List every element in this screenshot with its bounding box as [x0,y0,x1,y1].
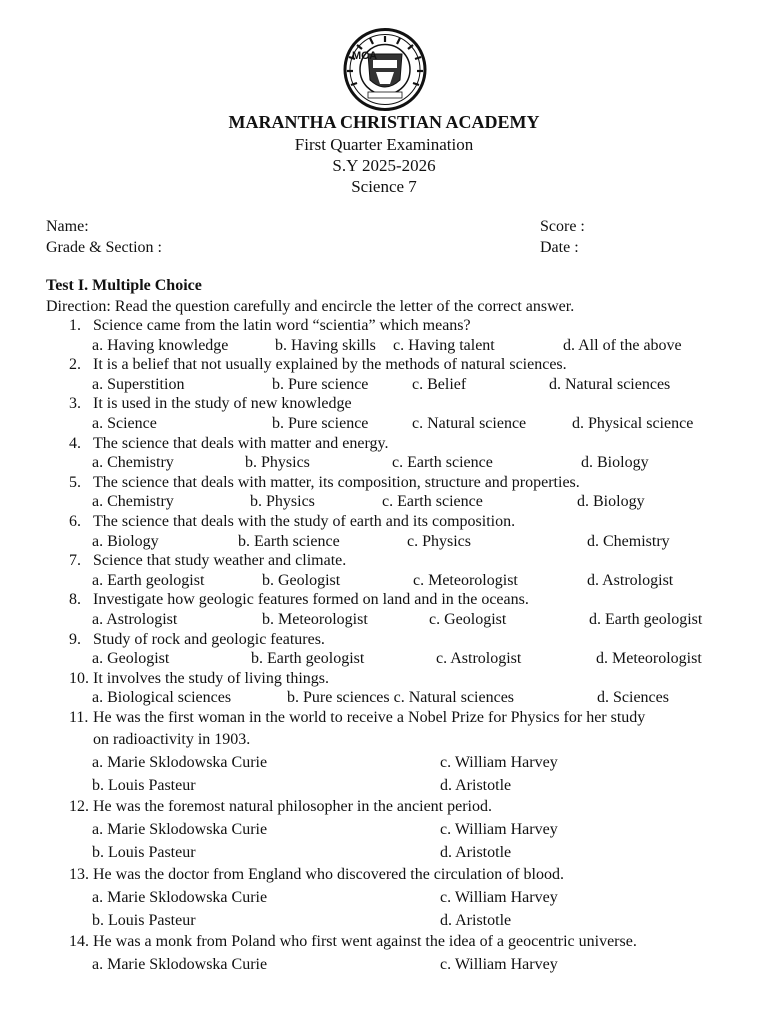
answer-option[interactable]: d. Astrologist [587,571,674,589]
answer-option[interactable]: b. Geologist [262,571,341,589]
answer-option[interactable]: c. Earth science [382,493,483,511]
subject: Science 7 [351,177,417,196]
seal-initials: MCA [352,50,378,62]
question-text: The science that deals with the study of earth and its composition. [93,513,516,530]
answer-option[interactable]: a. Marie Sklodowska Curie [92,888,268,906]
question-number: 1. [69,317,81,334]
answer-option[interactable]: b. Earth geologist [251,650,365,668]
answer-option[interactable]: a. Marie Sklodowska Curie [92,955,268,973]
answer-option[interactable]: d. Meteorologist [596,650,702,668]
answer-option[interactable]: b. Physics [245,454,310,472]
question-number: 14. [69,933,89,950]
name-field-label: Name: [46,218,89,235]
answer-option[interactable]: a. Marie Sklodowska Curie [92,753,268,771]
answer-option[interactable]: a. Geologist [92,650,170,668]
answer-option[interactable]: a. Astrologist [92,611,178,628]
answer-option[interactable]: b. Louis Pasteur [92,843,196,861]
question-number: 2. [69,356,81,374]
school-year: S.Y 2025-2026 [332,156,436,175]
answer-option[interactable]: d. Sciences [597,689,669,707]
answer-option[interactable]: c. Natural science [412,415,527,432]
question-text: He was the doctor from England who discovered the circulation of blood. [93,866,564,883]
question-number: 3. [69,395,81,413]
school-seal-logo [320,28,450,111]
answer-option[interactable]: b. Pure science [272,415,369,432]
question-text: It is used in the study of new knowledge [93,395,352,413]
question-text: The science that deals with matter, its composition, structure and properties. [93,473,580,491]
exam-title: First Quarter Examination [294,135,474,154]
question-number: 9. [69,630,81,648]
answer-option[interactable]: c. Astrologist [436,650,522,668]
question-text: It involves the study of living things. [93,669,329,687]
answer-option[interactable]: b. Louis Pasteur [92,911,196,929]
answer-option[interactable]: d. Chemistry [587,532,670,550]
answer-option[interactable]: c. William Harvey [440,820,558,838]
answer-option[interactable]: b. Meteorologist [262,611,368,628]
question-number: 7. [69,552,81,570]
answer-option[interactable]: a. Biology [92,532,159,550]
answer-option[interactable]: c. Having talent [393,336,495,354]
answer-option[interactable]: d. All of the above [563,336,682,354]
question-number: 11. [69,709,89,726]
test-direction: Direction: Read the question carefully and encircle the letter of the correct answer. [46,298,575,315]
answer-option[interactable]: c. Physics [407,532,471,550]
date-field-label: Date : [540,239,579,256]
answer-option[interactable]: a. Superstition [92,375,185,393]
answer-option[interactable]: c. Earth science [392,454,493,472]
answer-option[interactable]: a. Biological sciences [92,689,232,707]
answer-option[interactable]: a. Having knowledge [92,336,229,354]
answer-option[interactable]: d. Aristotle [440,911,512,929]
answer-option[interactable]: d. Physical science [572,415,694,432]
answer-option[interactable]: b. Earth science [238,532,340,550]
question-number: 5. [69,473,81,491]
answer-option[interactable]: b. Physics [250,493,315,511]
answer-option[interactable]: b. Louis Pasteur [92,776,196,794]
answer-option[interactable]: d. Biology [577,493,645,511]
answer-option[interactable]: a. Earth geologist [92,571,205,589]
answer-option[interactable]: a. Science [92,415,157,432]
seal-text [0,0,1,1]
question-text: He was a monk from Poland who first went against the idea of a geocentric universe. [93,933,637,950]
answer-option[interactable]: a. Chemistry [92,454,174,472]
question-number: 4. [69,434,81,452]
answer-option[interactable]: a. Marie Sklodowska Curie [92,820,268,838]
answer-option[interactable]: b. Having skills [275,336,376,354]
answer-option[interactable]: a. Chemistry [92,493,174,511]
score-field-label: Score : [540,218,585,235]
question-text: Science came from the latin word “scientia” which means? [93,317,471,334]
answer-option[interactable]: c. William Harvey [440,955,558,973]
question-text: He was the first woman in the world to receive a Nobel Prize for Physics for her study [93,709,646,726]
question-text: The science that deals with matter and energy. [93,434,389,452]
question-text-continued: on radioactivity in 1903. [93,731,251,748]
question-number: 6. [69,513,81,530]
question-text: He was the foremost natural philosopher in the ancient period. [93,798,492,815]
test-title: Test I. Multiple Choice [46,277,202,294]
question-number: 12. [69,798,89,815]
question-number: 13. [69,866,89,883]
question-text: Science that study weather and climate. [93,552,347,570]
answer-option[interactable]: d. Aristotle [440,776,512,794]
answer-option[interactable]: b. Pure sciences c. Natural sciences [287,689,515,707]
answer-option[interactable]: c. Belief [412,375,467,393]
question-number: 10. [69,669,89,687]
answer-option[interactable]: d. Natural sciences [549,375,671,393]
answer-option[interactable]: c. William Harvey [440,753,558,771]
school-name: MARANTHA CHRISTIAN ACADEMY [228,112,540,132]
answer-option[interactable]: c. Geologist [429,611,507,628]
answer-option[interactable]: d. Earth geologist [589,611,703,628]
question-text: Study of rock and geologic features. [93,630,325,648]
answer-option[interactable]: d. Aristotle [440,843,512,861]
answer-option[interactable]: c. William Harvey [440,888,558,906]
question-number: 8. [69,591,81,609]
question-text: Investigate how geologic features formed on land and in the oceans. [93,591,529,609]
question-text: It is a belief that not usually explained by the methods of natural sciences. [93,356,567,374]
answer-option[interactable]: b. Pure science [272,375,369,393]
grade-section-field-label: Grade & Section : [46,239,162,256]
answer-option[interactable]: c. Meteorologist [413,571,518,589]
answer-option[interactable]: d. Biology [581,454,649,472]
